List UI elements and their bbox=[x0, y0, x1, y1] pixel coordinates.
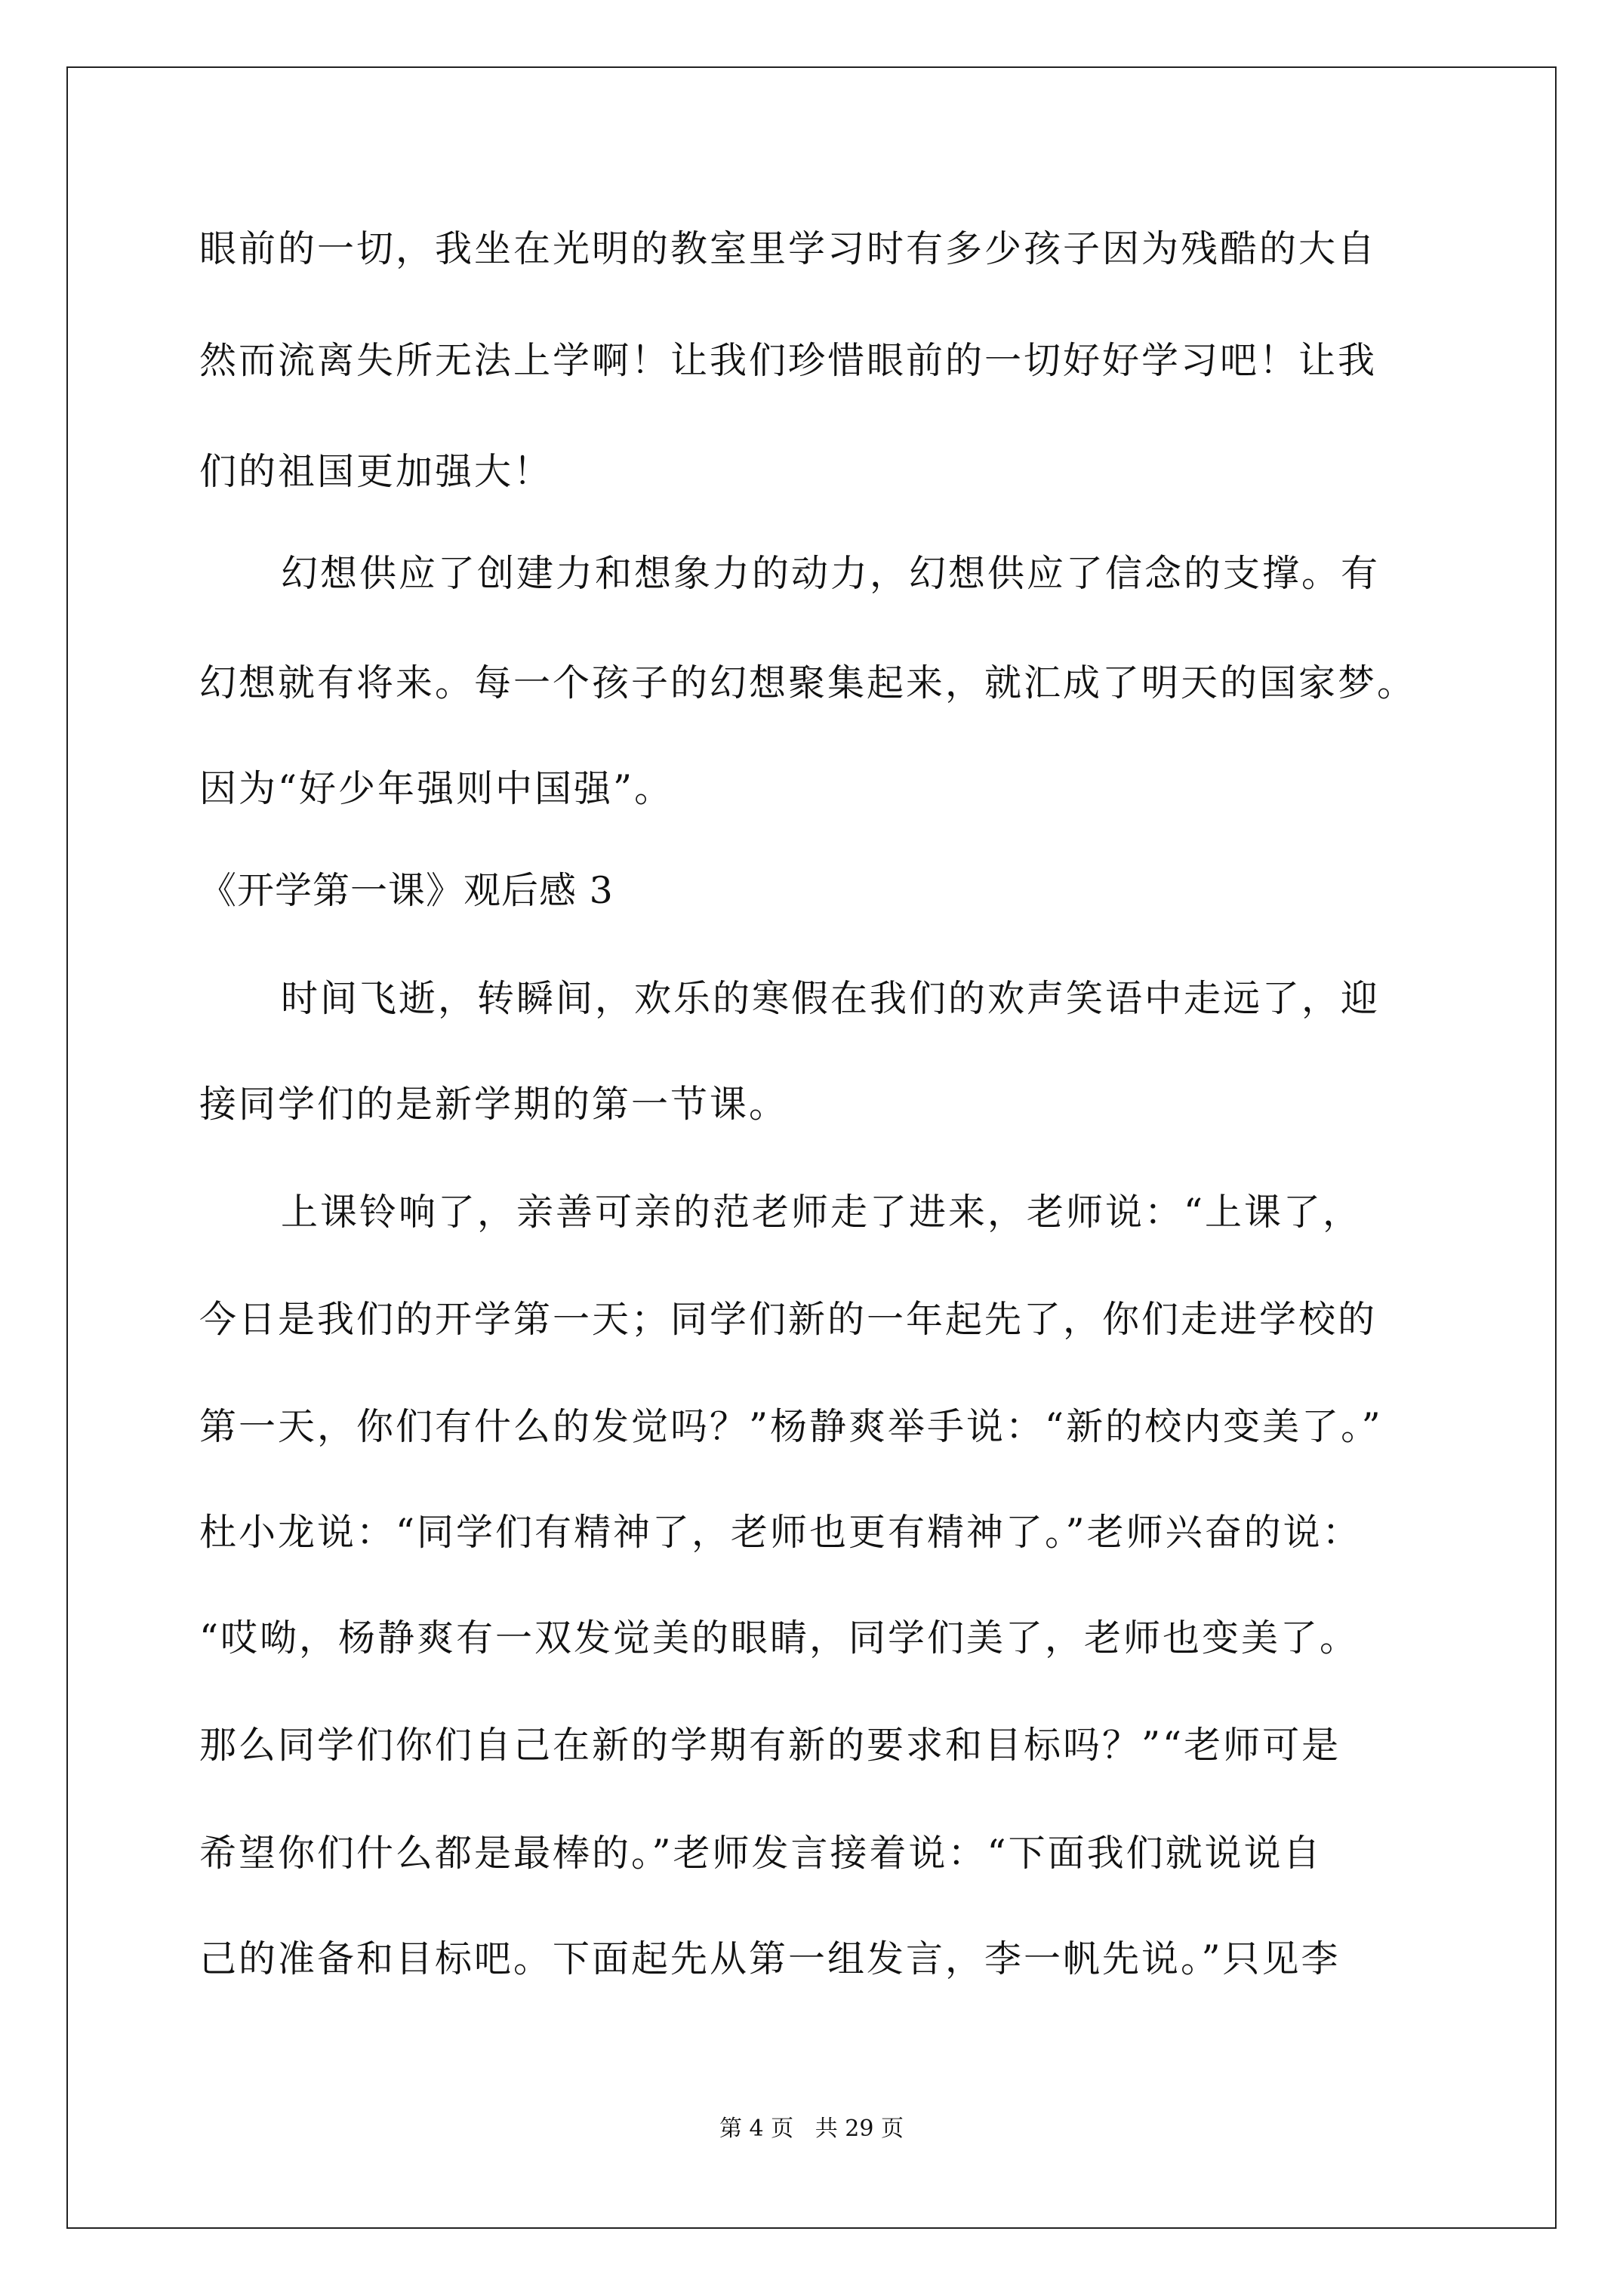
page-footer: 第 4 页 共 29 页 bbox=[719, 2116, 904, 2142]
text-line-12: 第一天，你们有什么的发觉吗？”杨静爽举手说：“新的校内变美了。” bbox=[199, 1405, 1383, 1448]
text-line-14: “哎呦，杨静爽有一双发觉美的眼睛，同学们美了，老师也变美了。 bbox=[199, 1616, 1360, 1660]
paragraph-start-line: 幻想供应了创建力和想象力的动力，幻想供应了信念的支撑。有 bbox=[281, 552, 1381, 595]
text-line-3: 们的祖国更加强大！ bbox=[199, 450, 553, 493]
paragraph-start-line: 上课铃响了，亲善可亲的范老师走了进来，老师说：“上课了， bbox=[281, 1191, 1363, 1234]
text-line-13: 杜小龙说：“同学们有精神了，老师也更有精神了。”老师兴奋的说： bbox=[199, 1511, 1362, 1554]
text-line-11: 今日是我们的开学第一天；同学们新的一年起先了，你们走进学校的 bbox=[199, 1298, 1378, 1341]
text-line-1: 眼前的一切，我坐在光明的教室里学习时有多少孩子因为残酷的大自 bbox=[199, 227, 1378, 270]
page-frame bbox=[66, 66, 1557, 2229]
paragraph-start-line: 时间飞逝，转瞬间，欢乐的寒假在我们的欢声笑语中走远了，迎 bbox=[281, 977, 1381, 1020]
section-heading: 《开学第一课》观后感 3 bbox=[199, 869, 614, 912]
text-line-17: 己的准备和目标吧。下面起先从第一组发言，李一帆先说。”只见李 bbox=[199, 1937, 1341, 1980]
text-line-15: 那么同学们你们自己在新的学期有新的要求和目标吗？”“老师可是 bbox=[199, 1724, 1341, 1767]
text-line-6: 因为“好少年强则中国强”。 bbox=[199, 767, 674, 810]
text-line-16: 希望你们什么都是最棒的。”老师发言接着说：“下面我们就说说自 bbox=[199, 1832, 1323, 1875]
text-line-5: 幻想就有将来。每一个孩子的幻想聚集起来，就汇成了明天的国家梦。 bbox=[199, 661, 1417, 704]
text-line-2: 然而流离失所无法上学啊！让我们珍惜眼前的一切好好学习吧！让我 bbox=[199, 339, 1378, 382]
text-line-9: 接同学们的是新学期的第一节课。 bbox=[199, 1083, 789, 1126]
